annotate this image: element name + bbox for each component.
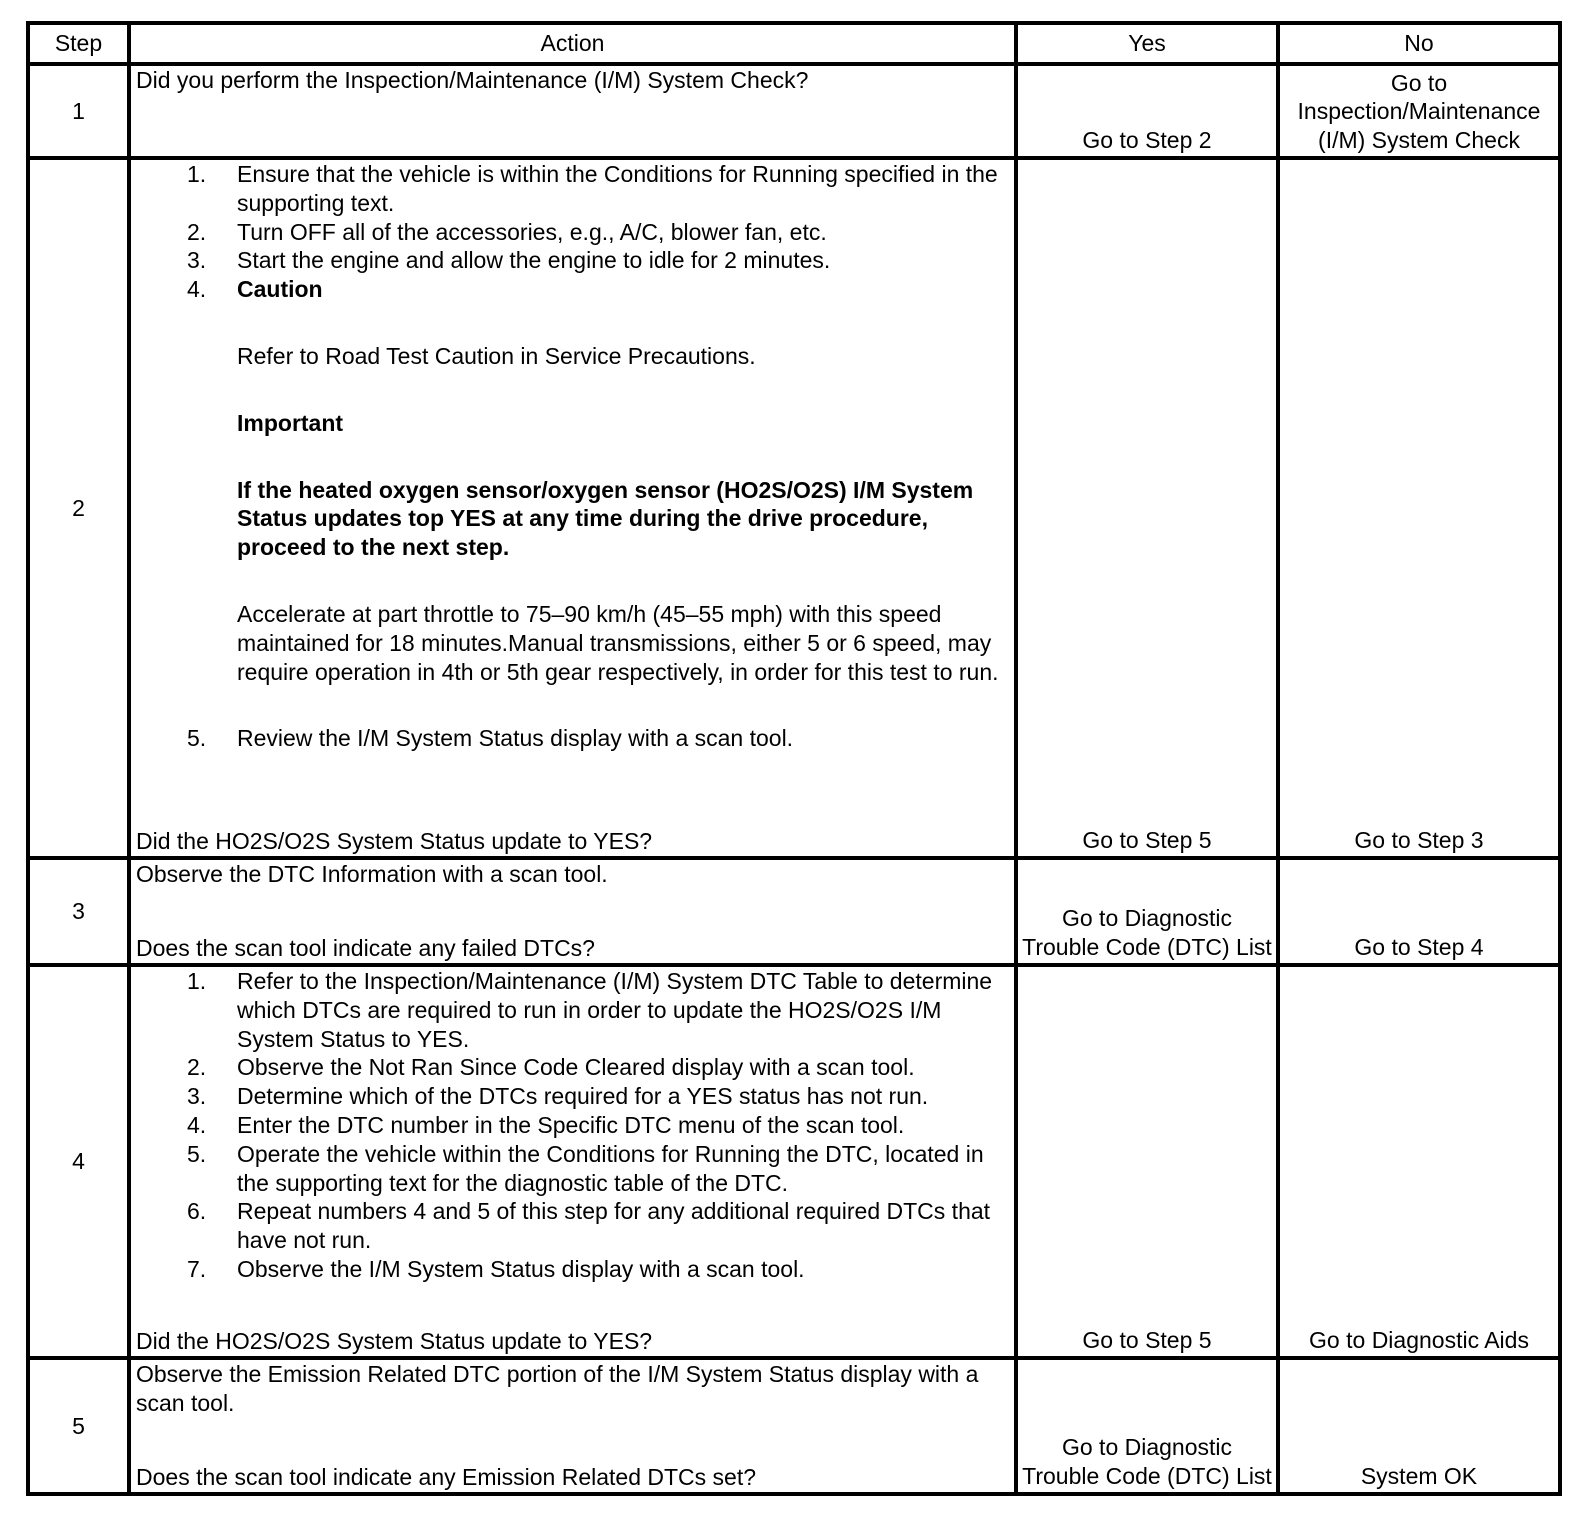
list-item: 3. Start the engine and allow the engine to idle for 2 minutes. [187,247,831,274]
action-question: Did the HO2S/O2S System Status update to YES? [136,1328,653,1355]
no-cell: Go to Diagnostic Aids [1278,965,1560,1358]
list-item: 2. Turn OFF all of the accessories, e.g., A/C, blower fan, etc. [187,218,827,245]
step-number: 5 [28,1358,129,1494]
step-number: 3 [28,858,129,965]
list-item: 5. Operate the vehicle within the Conditions for Running the DTC, located in the supporting text for the diagnostic table of the DTC. [187,1140,984,1196]
action-question: Did the HO2S/O2S System Status update to YES? [136,828,653,855]
action-text: Observe the DTC Information with a scan tool. [136,861,608,887]
action-cell [129,858,1016,965]
table-row [28,858,1560,965]
action-text: Observe the Emission Related DTC portion of the I/M System Status display with a scan tool. [136,1361,979,1416]
no-cell: Go to Step 4 [1278,858,1560,965]
action-cell [129,1358,1016,1494]
no-cell: System OK [1278,1358,1560,1494]
step-number: 1 [28,64,129,158]
yes-cell: Go to Step 5 [1016,965,1278,1358]
header-row [28,23,1560,64]
no-cell: Go to Inspection/Maintenance (I/M) System Check [1278,64,1560,158]
header-yes: Yes [1016,23,1278,64]
action-text: Did you perform the Inspection/Maintenance (I/M) System Check? [136,67,809,93]
action-body [136,160,1006,753]
important-text: If the heated oxygen sensor/oxygen sensor (HO2S/O2S) I/M System Status updates top YES at any time during the drive procedure, proceed to the next step. [237,476,974,561]
action-cell [129,64,1016,158]
list-item: 5. Review the I/M System Status display with a scan tool. [187,725,794,752]
caution-label: Caution [237,276,323,303]
header-step: Step [28,23,129,64]
action-cell [129,158,1016,858]
yes-cell: Go to Diagnostic Trouble Code (DTC) List [1016,858,1278,965]
list-item: 3. Determine which of the DTCs required for a YES status has not run. [187,1083,929,1110]
caution-text: Refer to Road Test Caution in Service Precautions. [237,342,756,369]
list-item: 4. Caution Refer to Road Test Caution in Service Precautions. Important If the heated oxygen sensor/oxygen sensor (HO2S/O2S) I/M System Status updates top YES at any time during the drive procedure, proceed to the next step. Accelerate at part throttle to 75–90 km/h (45–55 mph) with this speed maintained for 18 minutes.Manual transmissions, either 5 or 6 speed, may require operation in 4th or 5th gear respectively, in order for this test to run. [136,275,1006,724]
header-no: No [1278,23,1560,64]
action-cell [129,965,1016,1358]
table-row [28,64,1560,158]
list-item: 2. Observe the Not Ran Since Code Cleared display with a scan tool. [187,1054,915,1081]
action-list [136,967,1006,1284]
header-action: Action [129,23,1016,64]
important-label: Important [237,409,344,436]
action-question: Does the scan tool indicate any Emission Related DTCs set? [136,1464,757,1491]
step-number: 4 [28,965,129,1358]
diagnostic-table [26,21,1562,1496]
list-item: 1. Ensure that the vehicle is within the Conditions for Running specified in the supporting text. [187,161,998,216]
action-list [136,160,1006,753]
step-number: 2 [28,158,129,858]
list-item: 7. Observe the I/M System Status display with a scan tool. [187,1255,805,1282]
list-item: 1. Refer to the Inspection/Maintenance (I/M) System DTC Table to determine which DTCs are required to run in order to update the HO2S/O2S I/M System Status to YES. [187,968,993,1052]
yes-cell: Go to Diagnostic Trouble Code (DTC) List [1016,1358,1278,1494]
yes-cell: Go to Step 2 [1016,64,1278,158]
table-row [28,965,1560,1358]
accelerate-text: Accelerate at part throttle to 75–90 km/h (45–55 mph) with this speed maintained for 18 minutes.Manual transmissions, either 5 or 6 speed, may require operation in 4th or 5th gear respectively, in order for this test to run. [237,600,999,685]
list-item: 6. Repeat numbers 4 and 5 of this step for any additional required DTCs that have not run. [187,1198,991,1254]
action-question: Does the scan tool indicate any failed DTCs? [136,935,595,962]
yes-cell: Go to Step 5 [1016,158,1278,858]
table-row [28,1358,1560,1494]
list-item: 4. Enter the DTC number in the Specific DTC menu of the scan tool. [187,1111,905,1138]
no-cell: Go to Step 3 [1278,158,1560,858]
table-row [28,158,1560,858]
